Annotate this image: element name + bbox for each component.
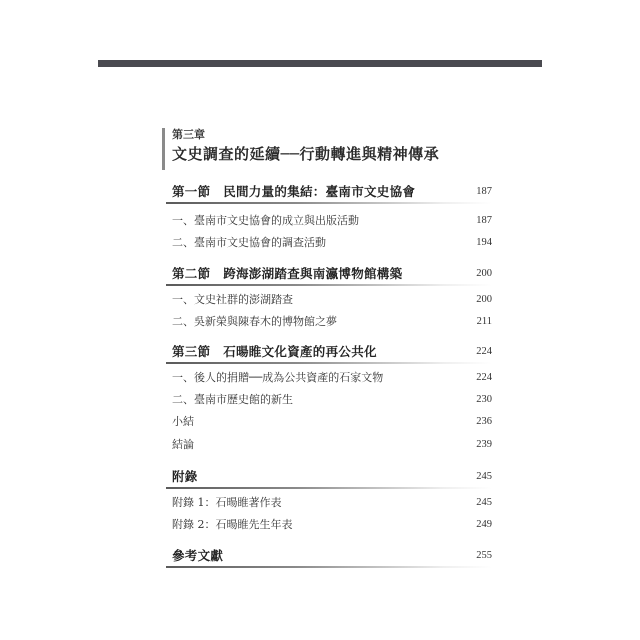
toc-entry-label: 附錄 1：石暘睢著作表 [172,496,282,509]
toc-page-number: 224 [476,371,492,383]
toc-page-number: 245 [476,496,492,508]
toc-entry-label: 二、吳新榮與陳春木的博物館之夢 [172,315,337,328]
toc-entry-label: 一、臺南市文史協會的成立與出版活動 [172,214,359,227]
toc-section-row[interactable] [172,542,492,568]
chapter-title: 文史調查的延續──行動轉進與精神傳承 [172,145,440,163]
toc-entry-label: 一、文史社群的澎湖踏查 [172,293,293,306]
toc-entry-label: 二、臺南市文史協會的調查活動 [172,236,326,249]
toc-entry-label: 參考文獻 [172,548,224,563]
toc-page-number: 187 [476,185,492,197]
top-decorative-bar [98,60,542,67]
chapter-number: 第三章 [172,128,205,141]
toc-entry-row[interactable] [172,389,492,409]
toc-entry-row[interactable] [172,411,492,431]
toc-entry-row[interactable] [172,311,492,331]
toc-page-number: 224 [476,345,492,357]
toc-page-number: 187 [476,214,492,226]
toc-page-number: 245 [476,470,492,482]
toc-entry-row[interactable] [172,434,492,454]
toc-entry-label: 結論 [172,438,194,451]
toc-entry-row[interactable] [172,289,492,309]
toc-section-row[interactable] [172,178,492,204]
chapter-heading [162,128,492,170]
toc-entry-row[interactable] [172,210,492,230]
toc-page-number: 200 [476,267,492,279]
toc-page-number: 255 [476,549,492,561]
toc-entry-label: 第二節 跨海澎湖踏查與南瀛博物館構築 [172,266,403,281]
toc-page-number: 239 [476,438,492,450]
toc-page-number: 194 [476,236,492,248]
toc-entry-label: 附錄 2：石暘睢先生年表 [172,518,293,531]
toc-entry-label: 第一節 民間力量的集結：臺南市文史協會 [172,184,416,199]
toc-section-row[interactable] [172,463,492,489]
toc-page-number: 249 [476,518,492,530]
toc-page-number: 230 [476,393,492,405]
toc-entry-label: 第三節 石暘睢文化資產的再公共化 [172,344,377,359]
toc-page-number: 211 [476,315,492,327]
toc-entry-row[interactable] [172,492,492,512]
toc-entry-row[interactable] [172,514,492,534]
toc-entry-label: 附錄 [172,469,198,484]
toc-section-row[interactable] [172,338,492,364]
toc-entry-row[interactable] [172,367,492,387]
toc-page-number: 236 [476,415,492,427]
toc-entry-label: 一、後人的捐贈──成為公共資產的石家文物 [172,371,384,384]
toc-entry-label: 小結 [172,415,194,428]
toc-section-row[interactable] [172,260,492,286]
toc-entry-row[interactable] [172,232,492,252]
toc-page-number: 200 [476,293,492,305]
toc-entry-label: 二、臺南市歷史館的新生 [172,393,293,406]
